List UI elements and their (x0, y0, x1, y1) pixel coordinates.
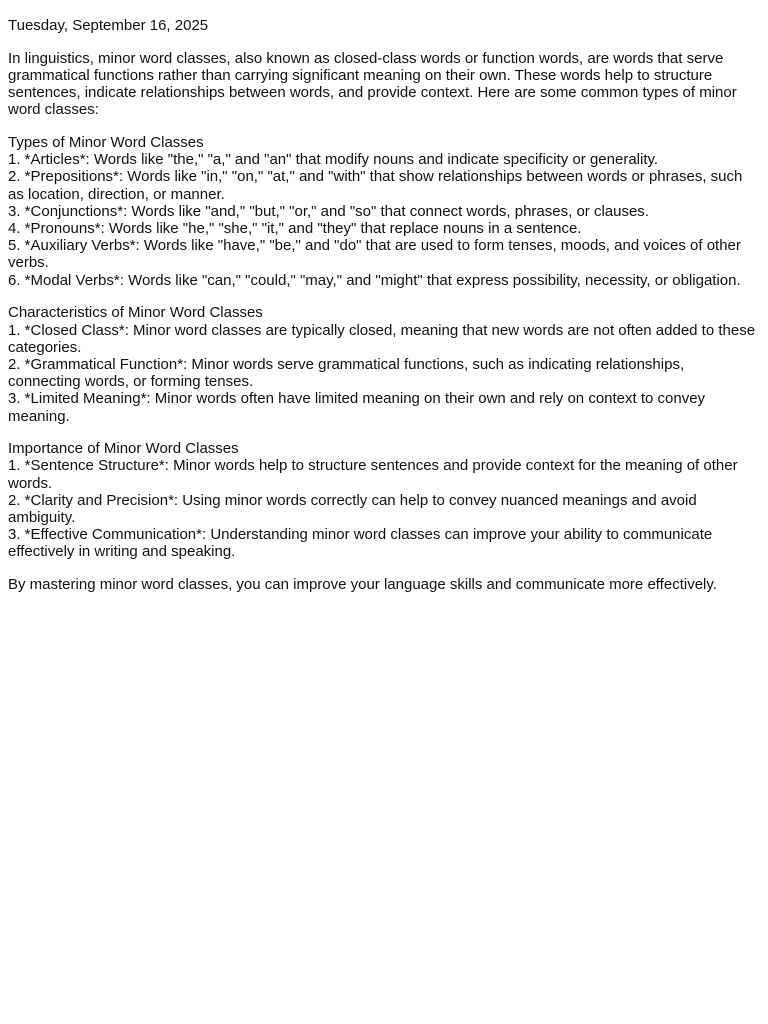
types-heading: Types of Minor Word Classes (8, 134, 204, 152)
importance-section (8, 440, 760, 560)
characteristics-section (8, 304, 760, 424)
types-item: 3. *Conjunctions*: Words like "and," "but," "or," and "so" that connect words, phrases, or clauses. (8, 202, 649, 220)
types-item: 6. *Modal Verbs*: Words like "can," "could," "may," and "might" that express possibility, necessity, or obligation. (8, 271, 741, 289)
importance-item: 3. *Effective Communication*: Understanding minor word classes can improve your ability to communicate effectively in writing and speaking. (8, 526, 713, 561)
types-item: 2. *Prepositions*: Words like "in," "on," "at," and "with" that show relationships between words or phrases, such as location, direction, or manner. (8, 168, 743, 203)
types-section (8, 134, 760, 289)
document-date: Tuesday, September 16, 2025 (8, 17, 209, 34)
importance-item: 1. *Sentence Structure*: Minor words help to structure sentences and provide context for the meaning of other words. (8, 457, 738, 492)
characteristics-item: 3. *Limited Meaning*: Minor words often have limited meaning on their own and rely on context to convey meaning. (8, 390, 706, 425)
types-item: 1. *Articles*: Words like "the," "a," and "an" that modify nouns and indicate specificity or generality. (8, 151, 659, 169)
characteristics-item: 1. *Closed Class*: Minor word classes are typically closed, meaning that new words are not often added to these categories. (8, 321, 756, 356)
importance-item: 2. *Clarity and Precision*: Using minor words correctly can help to convey nuanced meanings and avoid ambiguity. (8, 491, 697, 527)
intro-paragraph: In linguistics, minor word classes, also known as closed-class words or function words, are words that serve grammatical functions rather than carrying significant meaning on their own. These words help to structure sentences, indicate relationships between words, and provide context. Here are some common types of minor word classes: (8, 49, 737, 119)
characteristics-heading: Characteristics of Minor Word Classes (8, 304, 263, 322)
conclusion-paragraph: By mastering minor word classes, you can improve your language skills and communicate more effectively. (8, 576, 717, 594)
importance-heading: Importance of Minor Word Classes (8, 440, 239, 458)
characteristics-item: 2. *Grammatical Function*: Minor words serve grammatical functions, such as indicating relationships, connecting words, or forming tenses. (8, 355, 685, 391)
types-item: 5. *Auxiliary Verbs*: Words like "have," "be," and "do" that are used to form tenses, moods, and voices of other verbs. (8, 237, 741, 272)
types-item: 4. *Pronouns*: Words like "he," "she," "it," and "they" that replace nouns in a sentence. (8, 220, 582, 238)
